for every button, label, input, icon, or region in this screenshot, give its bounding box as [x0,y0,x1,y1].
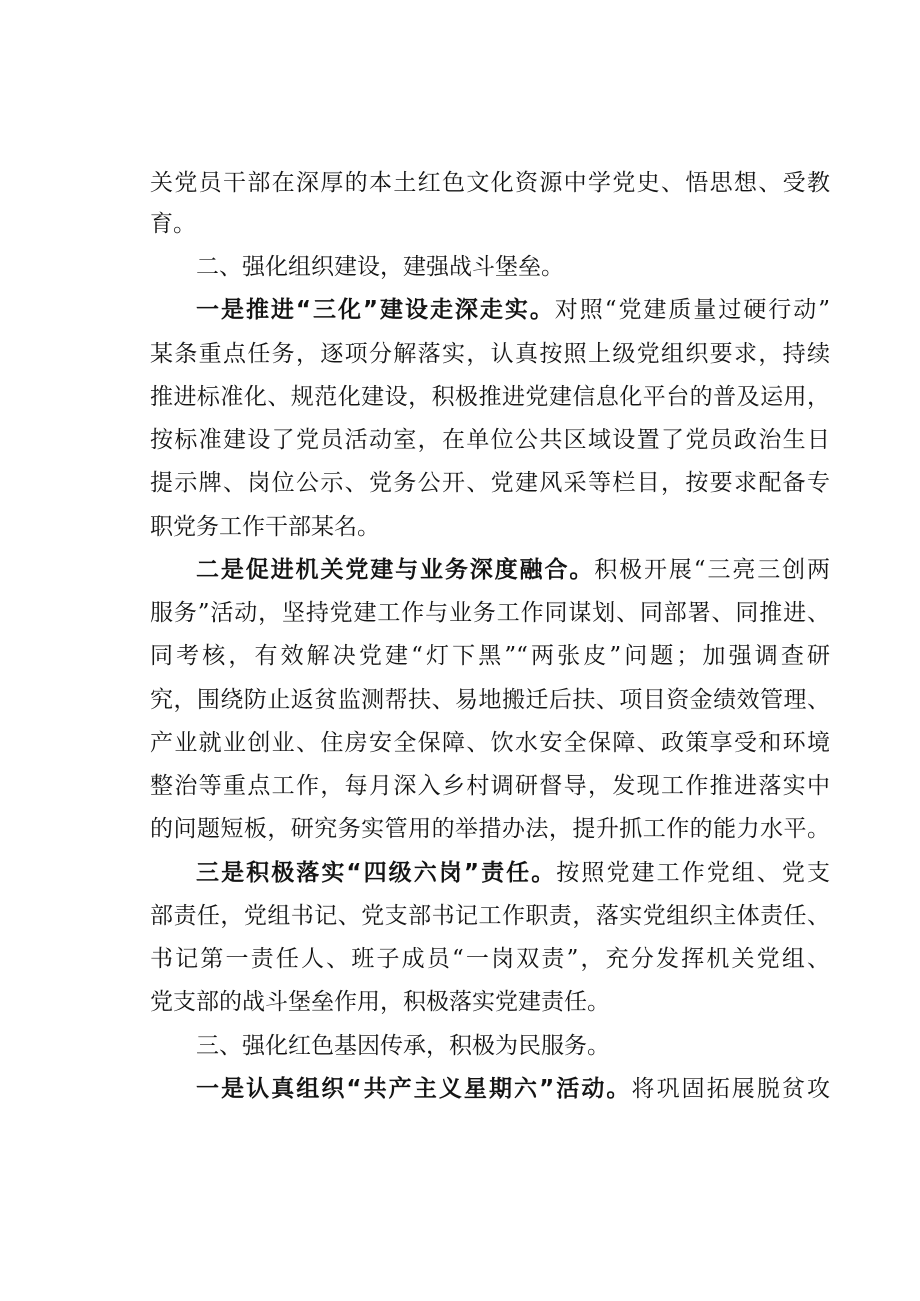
paragraph-line [196,853,830,893]
paragraph-lead: 一是认真组织“共产主义星期六”活动。 [196,1076,632,1102]
paragraph-line [150,507,830,547]
section-heading [196,1026,830,1066]
paragraph-line [150,463,830,503]
body-text: 整治等重点工作，每月深入乡村调研督导，发现工作推进落实中 [150,773,830,799]
body-text: 关党员干部在深厚的本土红色文化资源中学党史、悟思想、受教 [150,170,830,196]
paragraph-lead: 一是推进“三化”建设走深走实。 [196,297,555,323]
body-text: 某条重点任务，逐项分解落实，认真按照上级党组织要求，持续 [150,341,830,367]
section-heading-text: 三、强化红色基因传承，积极为民服务。 [196,1033,610,1059]
body-text: 部责任，党组书记、党支部书记工作职责，落实党组织主体责任、 [150,903,830,929]
body-text: 同考核，有效解决党建“灯下黑”“两张皮”问题；加强调查研 [150,643,830,669]
paragraph-line [150,377,830,417]
paragraph-lead: 三是积极落实“四级六岗”责任。 [196,860,557,886]
body-text: 按标准建设了党员活动室，在单位公共区域设置了党员政治生日 [150,427,830,453]
paragraph-line [150,896,830,936]
paragraph-line [150,420,830,460]
paragraph-line [150,809,830,849]
paragraph-line [150,593,830,633]
body-text: 对照“党建质量过硬行动” [554,297,830,323]
body-text: 按照党建工作党组、党支 [556,860,831,886]
paragraph-line [196,290,830,330]
body-text: 提示牌、岗位公示、党务公开、党建风采等栏目，按要求配备专 [150,470,830,496]
paragraph-line [150,680,830,720]
body-text: 职党务工作干部某名。 [150,514,380,540]
body-text: 推进标准化、规范化建设，积极推进党建信息化平台的普及运用， [150,384,830,410]
paragraph-lead: 二是促进机关党建与业务深度融合。 [196,557,595,583]
paragraph-line [150,334,830,374]
body-text: 书记第一责任人、班子成员“一岗双责”，充分发挥机关党组、 [150,946,830,972]
paragraph-line [150,636,830,676]
body-text: 积极开展“三亮三创两 [594,557,830,583]
section-heading [196,247,830,287]
paragraph-line [150,723,830,763]
paragraph-line [196,1069,830,1109]
paragraph-line [150,204,830,244]
paragraph-line [150,163,830,203]
paragraph-line [150,939,830,979]
paragraph-line [150,982,830,1022]
body-text: 究，围绕防止返贫监测帮扶、易地搬迁后扶、项目资金绩效管理、 [150,687,830,713]
body-text: 的问题短板，研究务实管用的举措办法，提升抓工作的能力水平。 [150,816,830,842]
body-text: 将巩固拓展脱贫攻 [631,1076,831,1102]
body-text: 党支部的战斗堡垒作用，积极落实党建责任。 [150,989,610,1015]
section-heading-text: 二、强化组织建设，建强战斗堡垒。 [196,254,564,280]
body-text: 产业就业创业、住房安全保障、饮水安全保障、政策享受和环境 [150,730,830,756]
paragraph-line [196,550,830,590]
body-text: 育。 [150,211,196,237]
body-text: 服务”活动，坚持党建工作与业务工作同谋划、同部署、同推进、 [150,600,830,626]
paragraph-line [150,766,830,806]
